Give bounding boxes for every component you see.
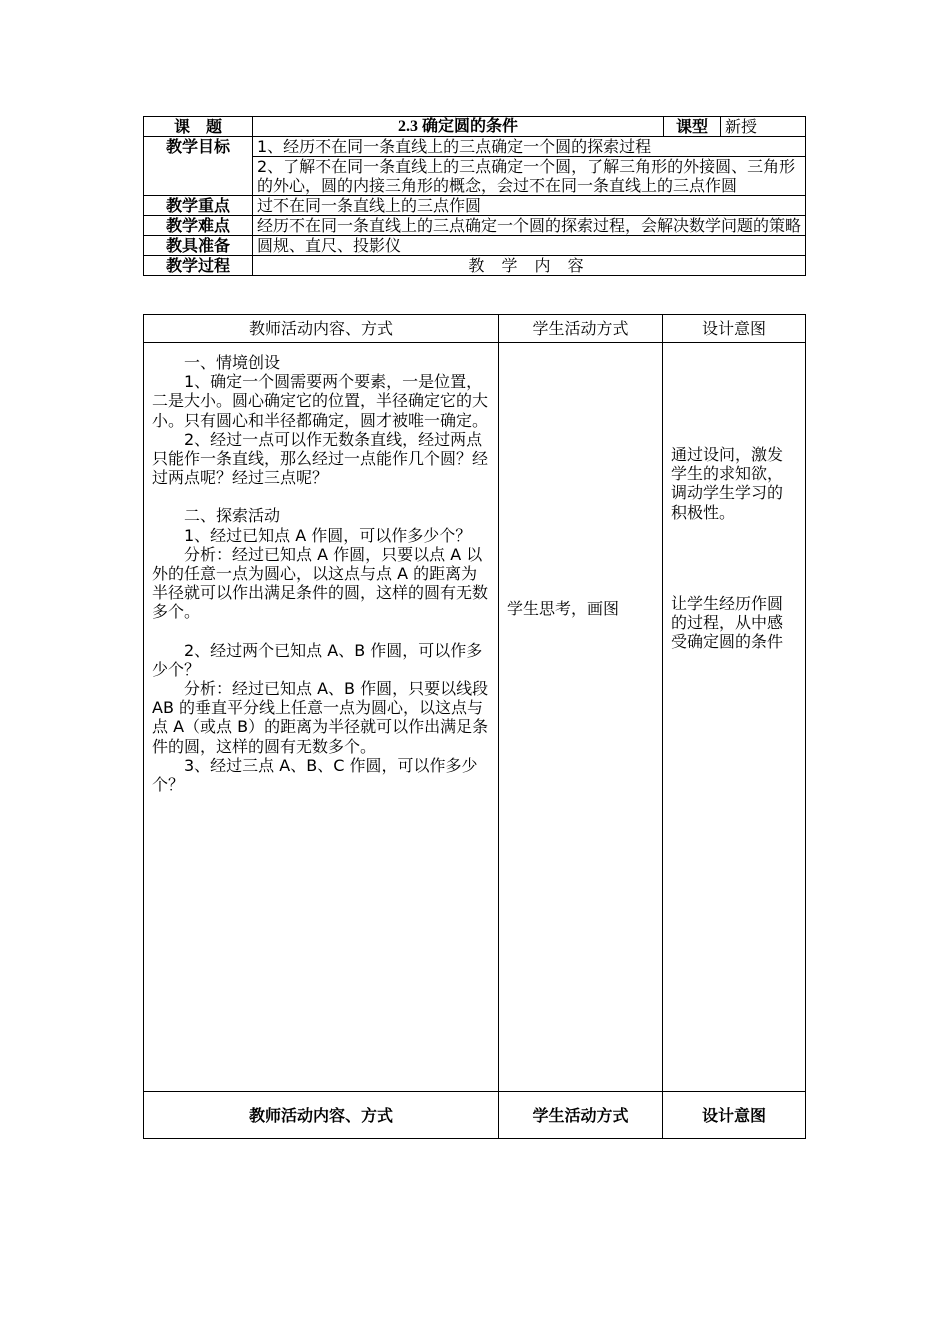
- type-label: 课型: [664, 117, 721, 137]
- type-value: 新授: [721, 117, 806, 137]
- footer-student-header: 学生活动方式: [499, 1092, 663, 1139]
- activity-body-row: [144, 343, 806, 1092]
- topic-label: 课 题: [144, 117, 253, 137]
- design-content-cell: [663, 343, 806, 1092]
- goal-item-2: 2、了解不在同一条直线上的三点确定一个圆，了解三角形的外接圆、三角形的外心，圆的内接三角形的概念，会过不在同一条直线上的三点作圆: [253, 157, 806, 196]
- teacher-content-cell: [144, 343, 499, 1092]
- section-2-analysis-1: 分析：经过已知点 A 作圆，只要以点 A 以外的任意一点为圆心，以这点与点 A 的距离为半径就可以作出满足条件的圆，这样的圆有无数多个。: [152, 544, 489, 622]
- topic-value: 2.3 确定圆的条件: [253, 117, 664, 137]
- section-2-question-1: 1、经过已知点 A 作圆，可以作多少个？: [184, 525, 472, 545]
- design-intent-text-2: 让学生经历作圆的过程，从中感受确定圆的条件: [671, 593, 784, 652]
- col-student-header: 学生活动方式: [499, 315, 663, 343]
- goals-label: 教学目标: [144, 137, 253, 196]
- row-key-point: [144, 196, 806, 216]
- col-teacher-header: 教师活动内容、方式: [144, 315, 499, 343]
- tools-label: 教具准备: [144, 236, 253, 256]
- row-tools: [144, 236, 806, 256]
- row-difficulty: [144, 216, 806, 236]
- tools-value: 圆规、直尺、投影仪: [253, 236, 806, 256]
- activity-header-row: [144, 315, 806, 343]
- row-process: [144, 256, 806, 276]
- process-label: 教学过程: [144, 256, 253, 276]
- student-content-cell: [499, 343, 663, 1092]
- process-value: 教 学 内 容: [253, 256, 806, 276]
- goal-item-1: 1、经历不在同一条直线上的三点确定一个圆的探索过程: [253, 137, 806, 157]
- student-activity-text: 学生思考，画图: [507, 599, 620, 618]
- section-2-analysis-2: 分析：经过已知点 A、B 作圆，只要以线段 AB 的垂直平分线上任意一点为圆心，以这点与点 A（或点 B）的距离为半径就可以作出满足条件的圆，这样的圆有无数多个。: [152, 679, 489, 756]
- section-1-paragraph-1: 1、确定一个圆需要两个要素，一是位置，二是大小。圆心确定它的位置，半径确定它的大小。只有圆心和半径都确定，圆才被唯一确定。: [152, 372, 489, 430]
- section-2-question-3: 3、经过三点 A、B、C 作圆，可以作多少个？: [152, 755, 478, 795]
- activity-footer-row: [144, 1092, 806, 1139]
- activity-table: [143, 314, 806, 1139]
- lesson-info-table: [143, 116, 806, 276]
- key-point-label: 教学重点: [144, 196, 253, 216]
- design-intent-text-1: 通过设问，激发学生的求知欲，调动学生学习的积极性。: [671, 445, 784, 522]
- footer-teacher-header: 教师活动内容、方式: [144, 1092, 499, 1139]
- footer-design-header: 设计意图: [663, 1092, 806, 1139]
- difficulty-value: 经历不在同一条直线上的三点确定一个圆的探索过程，会解决数学问题的策略: [253, 216, 806, 236]
- row-topic: [144, 117, 806, 137]
- section-2-question-2: 2、经过两个已知点 A、B 作圆，可以作多少个？: [152, 640, 483, 679]
- section-1-paragraph-2: 2、经过一点可以作无数条直线，经过两点只能作一条直线，那么经过一点能作几个圆？经过两点呢？经过三点呢？: [152, 429, 489, 488]
- col-design-header: 设计意图: [663, 315, 806, 343]
- difficulty-label: 教学难点: [144, 216, 253, 236]
- section-2-title: 二、探索活动: [184, 506, 281, 526]
- row-goal-1: [144, 137, 806, 157]
- section-1-title: 一、情境创设: [184, 353, 281, 372]
- key-point-value: 过不在同一条直线上的三点作圆: [253, 196, 806, 216]
